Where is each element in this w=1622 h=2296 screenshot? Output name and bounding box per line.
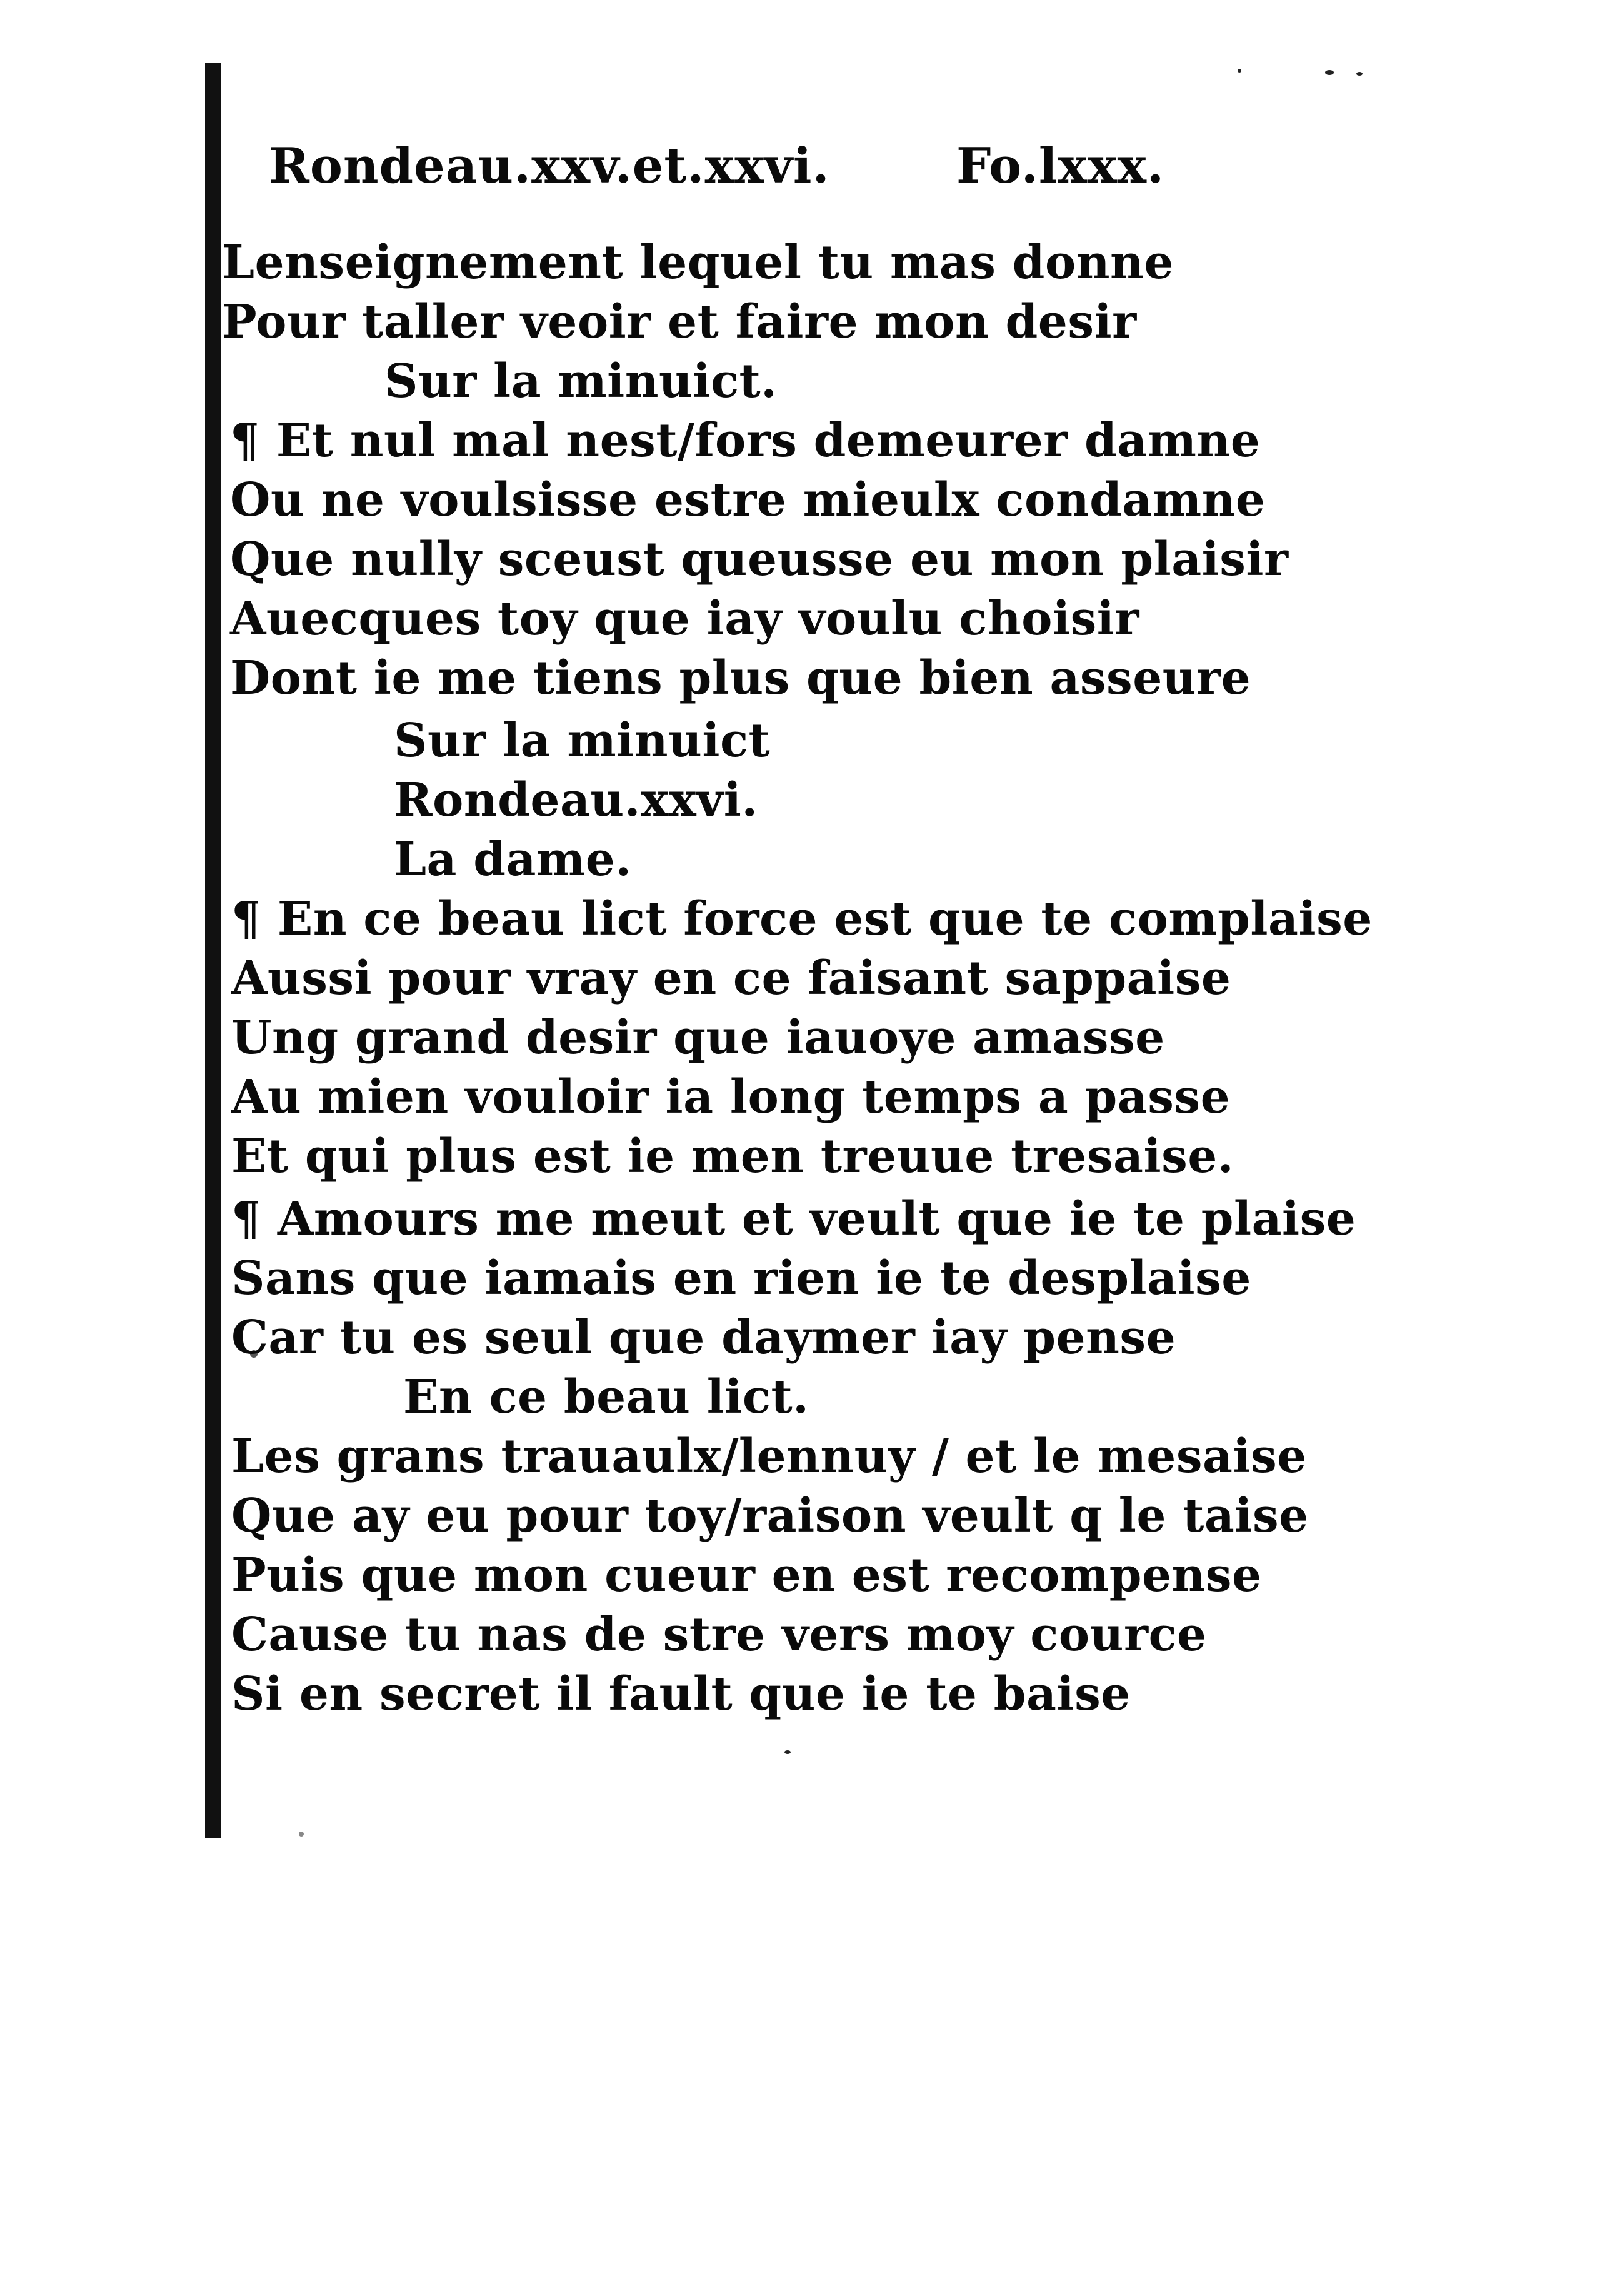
speaker-label: La dame.: [394, 833, 632, 886]
text-line: Au mien vouloir ia long temps a passe: [231, 1070, 1231, 1124]
page-header: [269, 138, 1244, 213]
binding-rule: [205, 63, 221, 1838]
text-line: Aussi pour vray en ce faisant sappaise: [231, 951, 1231, 1005]
text-line: Cause tu nas de stre vers moy cource: [231, 1608, 1207, 1662]
text-line: Si en secret il fault que ie te baise: [231, 1667, 1131, 1721]
text-line: Dont ie me tiens plus que bien asseure: [230, 651, 1251, 705]
text-line: Lenseignement lequel tu mas donne: [222, 236, 1174, 289]
text-line: Sur la minuict.: [384, 354, 778, 408]
text-line: Ou ne voulsisse estre mieulx condamne: [230, 473, 1266, 527]
text-line: Sans que iamais en rien ie te desplaise: [231, 1251, 1251, 1305]
section-heading: Rondeau.xxvi.: [394, 773, 758, 827]
text-line: Que nully sceust queusse eu mon plaisir: [230, 533, 1289, 586]
text-line: ¶ Et nul mal nest/fors demeurer damne: [230, 414, 1261, 468]
text-line: Sur la minuict: [394, 714, 771, 768]
text-line: Et qui plus est ie men treuue tresaise.: [231, 1130, 1234, 1183]
text-line: Ung grand desir que iauoye amasse: [231, 1011, 1165, 1065]
text-line: Puis que mon cueur en est recompense: [231, 1548, 1262, 1602]
text-line: Pour taller veoir et faire mon desir: [222, 295, 1137, 349]
text-line: Que ay eu pour toy/raison veult q le taise: [231, 1489, 1309, 1543]
text-line: ¶ En ce beau lict force est que te complaise: [231, 892, 1373, 946]
ink-speck: [1356, 72, 1363, 76]
text-line: En ce beau lict.: [403, 1370, 809, 1424]
text-line: Car tu es seul que daymer iay pense: [231, 1311, 1176, 1365]
ink-speck: [1238, 69, 1241, 73]
ink-speck: [299, 1832, 304, 1837]
running-title: Rondeau.xxv.et.xxvi.: [269, 138, 830, 194]
text-line: Les grans trauaulx/lennuy / et le mesaise: [231, 1430, 1307, 1483]
ink-speck: [784, 1750, 791, 1754]
folio-number: Fo.lxxx.: [956, 138, 1165, 194]
text-line: Auecques toy que iay voulu choisir: [230, 592, 1139, 646]
text-line: ¶ Amours me meut et veult que ie te plaise: [231, 1192, 1356, 1246]
ink-speck: [1325, 70, 1334, 75]
